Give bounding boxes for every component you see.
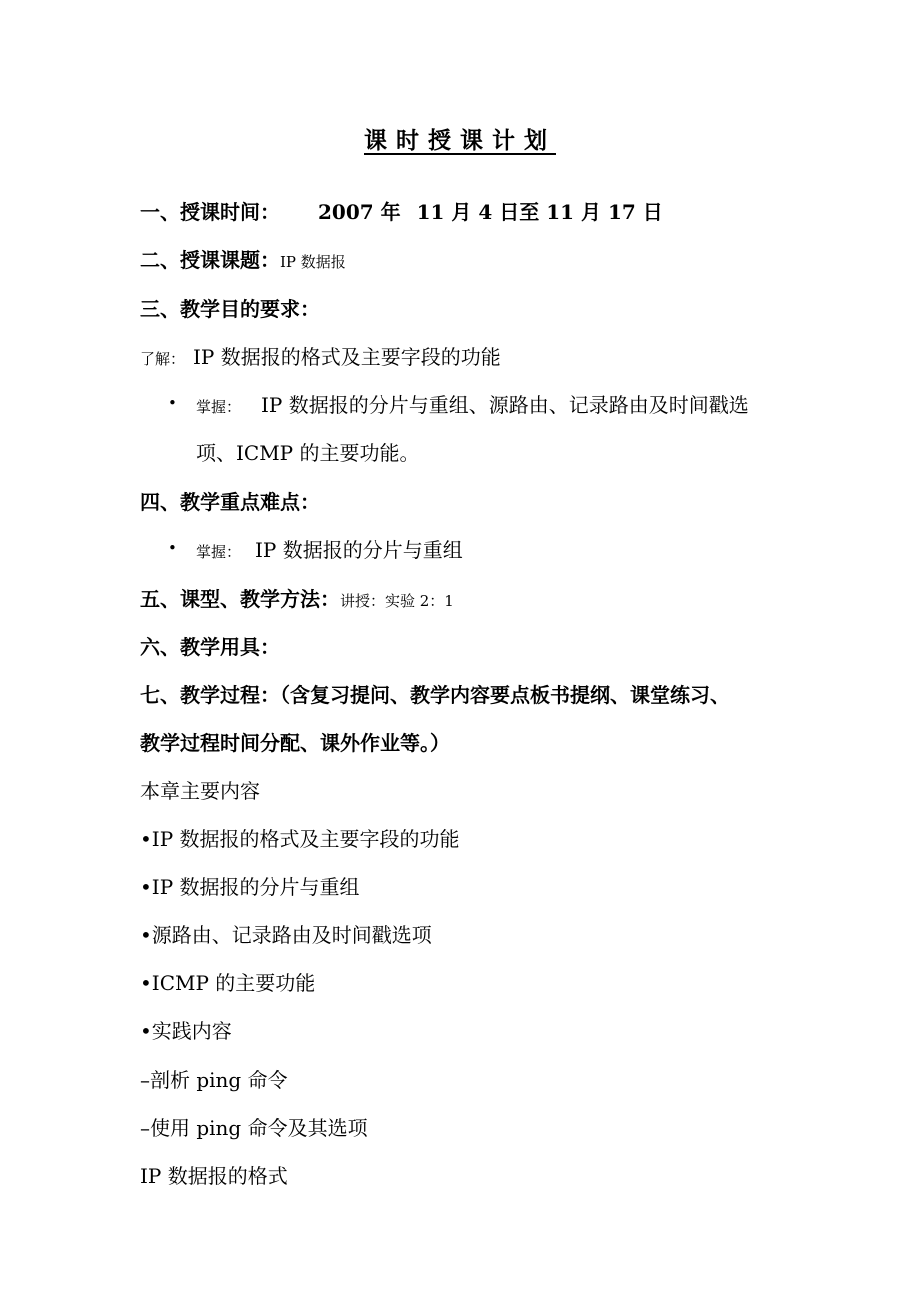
- master-text-line1: IP 数据报的分片与重组、源路由、记录路由及时间戳选: [261, 393, 749, 417]
- objective-understand: [140, 341, 501, 370]
- section-objectives-label: 三、教学目的要求：: [140, 297, 320, 321]
- objective-master: [196, 389, 749, 418]
- body-line: •实践内容: [140, 1019, 232, 1043]
- topic-value: IP 数据报: [280, 253, 346, 271]
- section-label: 二、授课课题：: [140, 248, 280, 272]
- body-line: •ICMP 的主要功能: [140, 971, 316, 995]
- key-point-master: [196, 534, 463, 563]
- section-process-label-line1: 七、教学过程：（含复习提问、教学内容要点板书提纲、课堂练习、: [140, 683, 730, 707]
- master-label: 掌握：: [196, 543, 242, 561]
- section-process-label-line2: 教学过程时间分配、课外作业等。）: [140, 731, 450, 755]
- understand-text: IP 数据报的格式及主要字段的功能: [193, 345, 501, 369]
- body-line: IP 数据报的格式: [140, 1164, 288, 1188]
- body-line: •IP 数据报的分片与重组: [140, 875, 360, 899]
- body-line: –剖析 ping 命令: [140, 1068, 288, 1092]
- understand-label: 了解：: [140, 350, 186, 368]
- document-title: 课时授课计划: [364, 127, 556, 154]
- section-topic: [140, 244, 346, 273]
- body-line: 本章主要内容: [140, 779, 260, 803]
- body-line: •IP 数据报的格式及主要字段的功能: [140, 827, 460, 851]
- year-unit: 年: [380, 200, 401, 224]
- body-line: –使用 ping 命令及其选项: [140, 1116, 368, 1140]
- section-key-points-label: 四、教学重点难点：: [140, 490, 320, 514]
- method-value: 讲授：实验 2：1: [340, 592, 454, 610]
- section-teaching-time: [140, 196, 663, 225]
- section-method: [140, 583, 454, 612]
- master-label: 掌握：: [196, 398, 242, 416]
- key-point-text: IP 数据报的分片与重组: [255, 538, 463, 562]
- bullet-icon: •: [168, 539, 177, 557]
- section-tools-label: 六、教学用具：: [140, 635, 280, 659]
- body-line: •源路由、记录路由及时间戳选项: [140, 923, 432, 947]
- section-label: 五、课型、教学方法：: [140, 587, 340, 611]
- bullet-icon: •: [168, 394, 177, 412]
- year: 2007: [318, 200, 374, 224]
- master-text-line2: 项、ICMP 的主要功能。: [196, 441, 420, 465]
- section-label: 一、授课时间：: [140, 200, 280, 224]
- date-range: 11 月 4 日至 11 月 17 日: [416, 200, 663, 224]
